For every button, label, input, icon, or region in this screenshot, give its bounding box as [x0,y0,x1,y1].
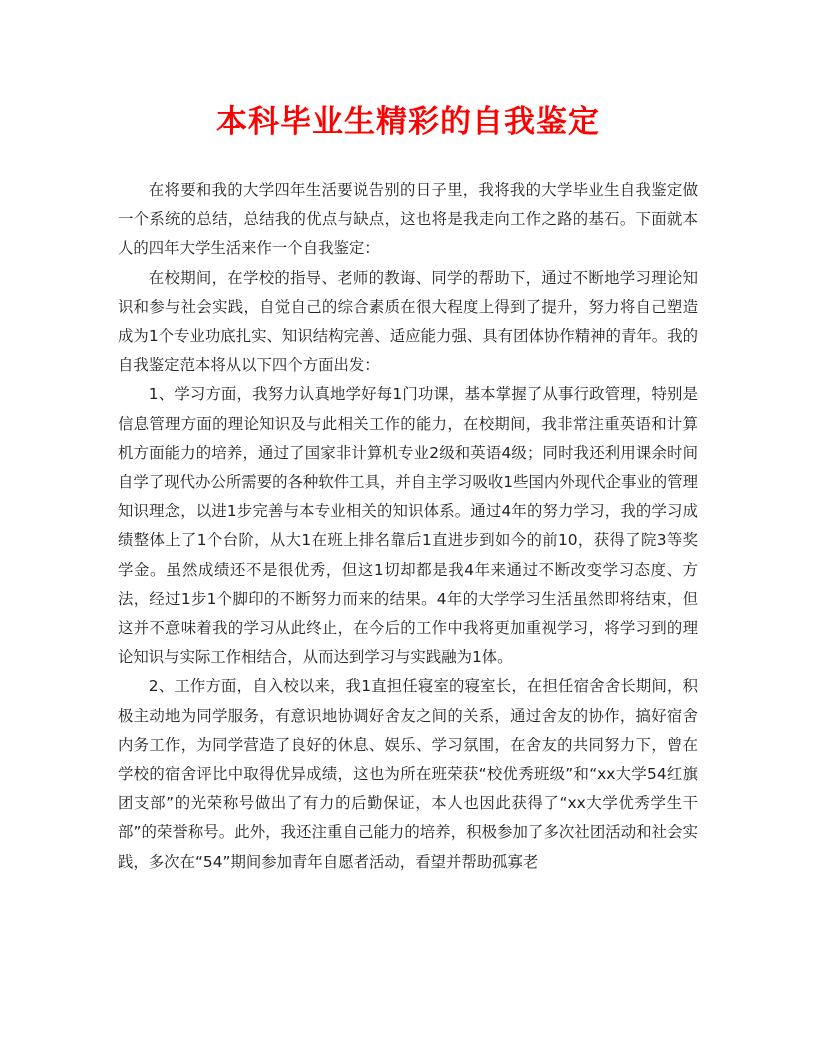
paragraph-overview: 在校期间，在学校的指导、老师的教诲、同学的帮助下，通过不断地学习理论知识和参与社会实践，自觉自己的综合素质在很大程度上得到了提升，努力将自己塑造成为1个专业功底扎实、知识结构完善、适应能力强、具有团体协作精神的青年。我的自我鉴定范本将从以下四个方面出发： [118,268,698,375]
document-title: 本科毕业生精彩的自我鉴定 [216,104,600,140]
paragraph-study: 1、学习方面，我努力认真地学好每1门功课，基本掌握了从事行政管理，特别是信息管理方面的理论知识及与此相关工作的能力，在校期间，我非常注重英语和计算机方面能力的培养，通过了国家非计算机专业2级和英语4级；同时我还利用课余时间自学了现代办公所需要的各种软件工具，并自主学习吸收1些国内外现代企事业的管理知识理念，以进1步完善与本专业相关的知识体系。通过4年的努力学习，我的学习成绩整体上了1个台阶，从大1在班上排名靠后1直进步到如今的前10，获得了院3等奖学金。虽然成绩还不是很优秀，但这1切却都是我4年来通过不断改变学习态度、方法，经过1步1个脚印的不断努力而来的结果。4年的大学学习生活虽然即将结束，但这并不意味着我的学习从此终止，在今后的工作中我将更加重视学习，将学习到的理论知识与实际工作相结合，从而达到学习与实践融为1体。 [118,385,698,667]
document-body [118,176,698,877]
paragraph-work: 2、工作方面，自入校以来，我1直担任寝室的寝室长，在担任宿舍舍长期间，积极主动地为同学服务，有意识地协调好舍友之间的关系，通过舍友的协作，搞好宿舍内务工作，为同学营造了良好的休息、娱乐、学习氛围，在舍友的共同努力下，曾在学校的宿舍评比中取得优异成绩，这也为所在班荣获“校优秀班级”和“xx大学54红旗团支部”的光荣称号做出了有力的后勤保证，本人也因此获得了“xx大学优秀学生干部”的荣誉称号。此外，我还注重自己能力的培养，积极参加了多次社团活动和社会实践，多次在“54”期间参加青年自愿者活动，看望并帮助孤寡老 [118,677,698,871]
paragraph-intro: 在将要和我的大学四年生活要说告别的日子里，我将我的大学毕业生自我鉴定做一个系统的总结，总结我的优点与缺点，这也将是我走向工作之路的基石。下面就本人的四年大学生活来作一个自我鉴定： [118,181,698,258]
